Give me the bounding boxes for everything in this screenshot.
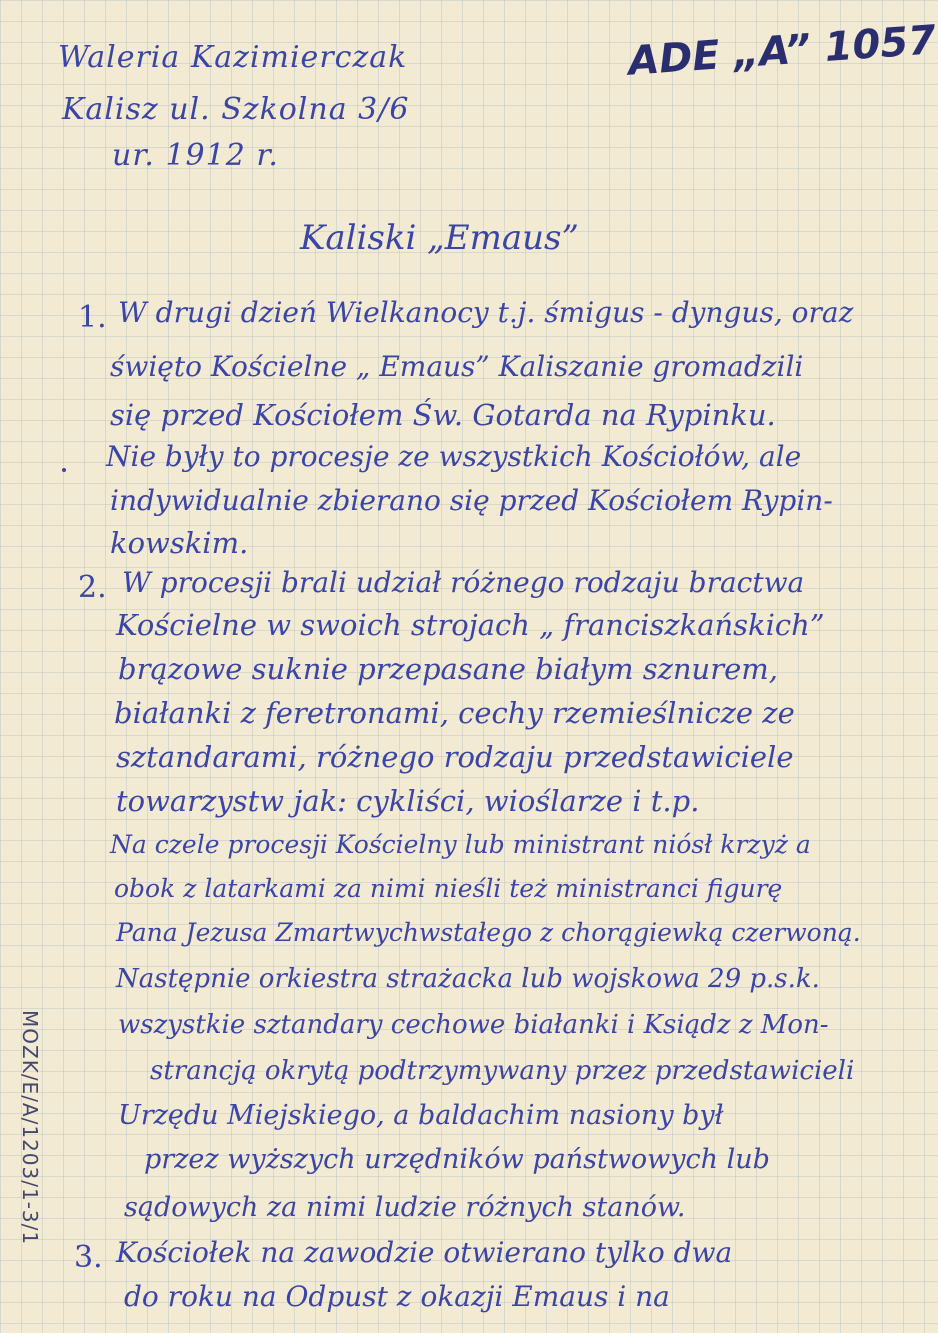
text-line: Na czele procesji Kościelny lub ministrant niósł krzyż a xyxy=(110,830,811,859)
text-line: święto Kościelne „ Emaus” Kaliszanie gromadzili xyxy=(110,350,804,383)
paragraph-number: 2. xyxy=(78,570,107,605)
text-line: W procesji brali udział różnego rodzaju bractwa xyxy=(122,566,805,599)
text-line: Nie były to procesje ze wszystkich Kościołów, ale xyxy=(106,440,802,473)
paragraph-number: 3. xyxy=(74,1240,103,1275)
archive-margin-note xyxy=(14,1010,44,1310)
paragraph-number: 1. xyxy=(78,300,107,335)
text-line: do roku na Odpust z okazji Emaus i na xyxy=(124,1280,670,1313)
text-line: W drugi dzień Wielkanocy t.j. śmigus - dyngus, oraz xyxy=(118,296,854,329)
document-title: Kaliski „Emaus” xyxy=(300,218,579,258)
text-line: strancją okrytą podtrzymywany przez przedstawicieli xyxy=(150,1056,855,1086)
text-line: towarzystw jak: cykliści, wioślarze i t.p. xyxy=(116,784,700,818)
text-line: wszystkie sztandary cechowe białanki i Ksiądz z Mon- xyxy=(118,1010,829,1040)
text-line: indywidualnie zbierano się przed Kościołem Rypin- xyxy=(110,484,833,517)
archive-code: ADE „A” 1057 xyxy=(626,17,938,85)
author-born: ur. 1912 r. xyxy=(112,138,279,173)
text-line: Pana Jezusa Zmartwychwstałego z chorągiewką czerwoną. xyxy=(116,918,861,947)
author-address: Kalisz ul. Szkolna 3/6 xyxy=(62,92,410,127)
text-line: sztandarami, różnego rodzaju przedstawiciele xyxy=(116,740,794,774)
text-line: Następnie orkiestra strażacka lub wojskowa 29 p.s.k. xyxy=(116,964,820,994)
text-line: kowskim. xyxy=(110,526,249,560)
text-line: brązowe suknie przepasane białym sznurem, xyxy=(118,652,778,686)
text-line: przez wyższych urzędników państwowych lub xyxy=(144,1144,770,1175)
archive-margin-text: MOZK/E/A/1203/1-3/1 xyxy=(18,1010,42,1246)
text-line: Urzędu Miejskiego, a baldachim nasiony był xyxy=(118,1100,724,1131)
text-line: białanki z feretronami, cechy rzemieślnicze ze xyxy=(114,696,795,730)
text-line: Kościołek na zawodzie otwierano tylko dwa xyxy=(116,1236,733,1269)
author-name: Waleria Kazimierczak xyxy=(58,40,408,75)
text-line: się przed Kościołem Św. Gotarda na Rypinku. xyxy=(110,398,776,432)
ink-dot xyxy=(62,468,66,472)
text-line: obok z latarkami za nimi nieśli też ministranci figurę xyxy=(114,874,783,903)
text-line: sądowych za nimi ludzie różnych stanów. xyxy=(124,1192,686,1223)
text-line: Kościelne w swoich strojach „ franciszkańskich” xyxy=(116,608,825,642)
